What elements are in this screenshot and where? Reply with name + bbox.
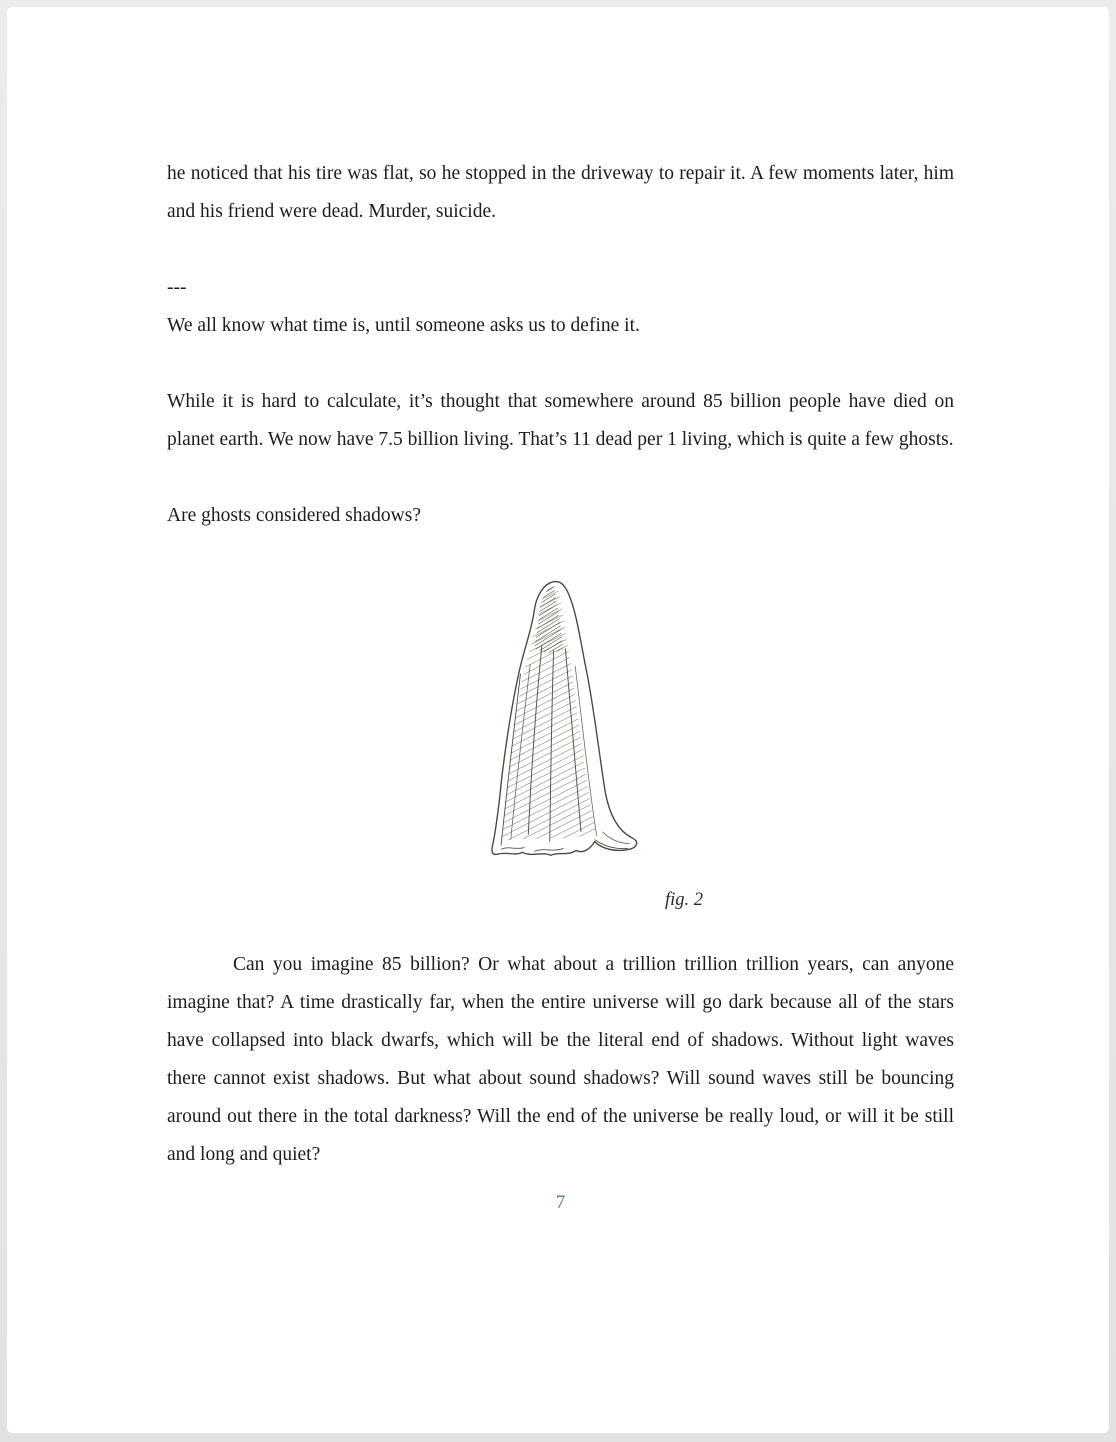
paragraph-continuation: he noticed that his tire was flat, so he stopped in the driveway to repair it. A few moments later, him and his friend were dead. Murder, suicide. <box>167 163 954 222</box>
page-number: 7 <box>555 1192 566 1213</box>
section-break: --- <box>167 277 187 298</box>
ghost-sketch-icon <box>458 575 663 884</box>
ghosts-shadows-question: Are ghosts considered shadows? <box>167 505 421 526</box>
ghosts-statistics-paragraph: While it is hard to calculate, it’s thought that somewhere around 85 billion people have died on planet earth. We now have 7.5 billion living. That’s 11 dead per 1 living, which is quite a few ghosts. <box>167 391 954 450</box>
figure-2 <box>167 575 954 912</box>
figure-caption: fig. 2 <box>665 890 704 910</box>
time-definition-line: We all know what time is, until someone asks us to define it. <box>167 315 640 336</box>
document-page <box>7 7 1109 1433</box>
closing-paragraph: Can you imagine 85 billion? Or what about a trillion trillion trillion years, can anyone imagine that? A time drastically far, when the entire universe will go dark because all of the stars have collapsed into black dwarfs, which will be the literal end of shadows. Without light waves there cannot exist shadows. But what about sound shadows? Will sound waves still be bouncing around out there in the total darkness? Will the end of the universe be really loud, or will it be still and long and quiet? <box>167 954 954 1165</box>
page-content <box>7 7 1109 1218</box>
